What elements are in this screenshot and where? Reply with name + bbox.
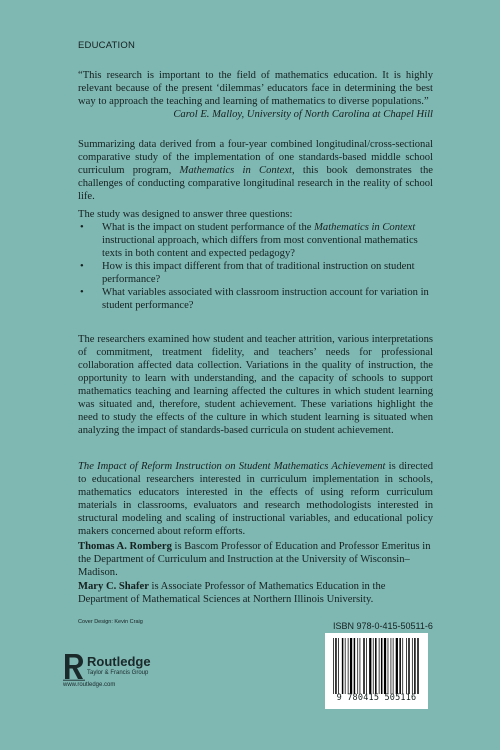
category-label: EDUCATION xyxy=(78,40,136,51)
author-bio-1 xyxy=(78,540,433,579)
isbn-barcode xyxy=(325,633,428,709)
quote-text: “This research is important to the field of mathematics education. It is highly relevant because of the present ‘dilemmas’ educators face in determining the best way to approach the teaching and learning of mathematics to diverse populations.” xyxy=(78,70,433,107)
routledge-r-icon xyxy=(63,653,85,681)
questions-list xyxy=(78,221,433,312)
research-paragraph: The researchers examined how student and teacher attrition, various interpretations of commitment, treatment fidelity, and teachers’ needs for professional collaboration affected data collection. Variations in the quality of instruction, the opportunity to learn with understanding, and the capacity of schools to support mathematics teaching and learning affected the cultures in which student learning was situated and, therefore, student achievement. These variations highlight the need to study the effects of the culture in which student learning is situated when analyzing the impact of standards-based curricula on student achievement. xyxy=(78,334,433,436)
summary-text-start: Summarizing data derived from a four-year combined longitudinal/cross-sectional comparative study of the implementation of one standards-based middle school curriculum program, xyxy=(78,139,433,176)
quote-attribution: Carol E. Malloy, University of North Carolina at Chapel Hill xyxy=(173,109,433,120)
barcode-digits: 9 780415 505116 xyxy=(336,693,417,703)
research-questions xyxy=(78,208,433,312)
questions-intro: The study was designed to answer three questions: xyxy=(78,209,293,220)
summary-paragraph xyxy=(78,138,433,203)
summary-book-title: Mathematics in Context xyxy=(179,165,292,176)
publisher-subtitle: Taylor & Francis Group xyxy=(87,670,149,676)
cover-design-credit: Cover Design: Kevin Craig xyxy=(78,619,143,625)
author-name-2: Mary C. Shafer xyxy=(78,581,149,592)
author-bio-2 xyxy=(78,580,433,606)
publisher-name: Routledge xyxy=(87,654,151,669)
summary-text-end: , this book demonstrates the challenges of conducting comparative longitudinal research in the reality of school life. xyxy=(78,165,434,202)
publisher-logo xyxy=(63,651,213,691)
publisher-url: www.routledge.com xyxy=(63,682,116,688)
audience-text: is directed to educational researchers interested in curriculum implementation in schools, mathematics educators interested in the effects of using reform curriculum materials in classrooms, evaluators and research methodologists interested in structural modeling and scaling of instructional variables, and educational policy makers concerned about reform efforts. xyxy=(78,461,433,537)
audience-book-title: The Impact of Reform Instruction on Student Mathematics Achievement xyxy=(78,461,386,472)
question-item-2: • How is this impact different from that of traditional instruction on student performance? xyxy=(78,260,433,286)
question-item-1: • What is the impact on student performance of the Mathematics in Context instructional approach, which differs from most conventional mathematics texts in both content and expected pedagogy? xyxy=(78,221,433,260)
isbn-label: ISBN 978-0-415-50511-6 xyxy=(333,621,433,631)
endorsement-quote xyxy=(78,69,433,121)
author-bio-text-2: is Associate Professor of Mathematics Education in the Department of Mathematical Sciences at Northern Illinois University. xyxy=(78,581,386,605)
barcode-bars-icon xyxy=(331,638,422,694)
audience-paragraph xyxy=(78,460,433,538)
question-item-3: • What variables associated with classroom instruction account for variation in student performance? xyxy=(78,286,433,312)
author-bio-text-1: is Bascom Professor of Education and Professor Emeritus in the Department of Curriculum and Instruction at the University of Wisconsin–Madison. xyxy=(78,541,431,578)
author-name-1: Thomas A. Romberg xyxy=(78,541,172,552)
